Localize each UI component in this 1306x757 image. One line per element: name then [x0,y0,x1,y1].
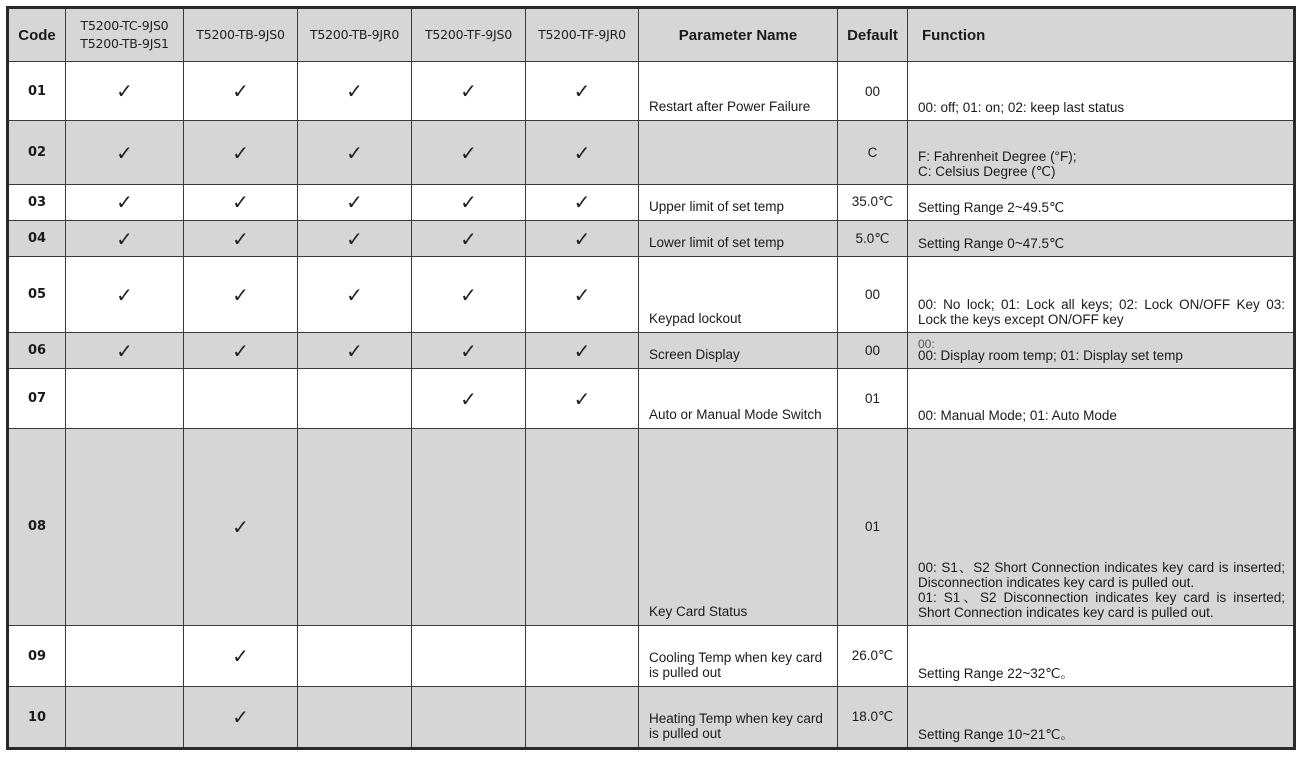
row-function [908,184,1295,220]
row-parameter-name: Screen Display [639,333,838,369]
check-cell-model-5 [526,257,639,333]
header-parameter-name: Parameter Name [639,8,838,62]
check-cell-model-5 [526,687,639,749]
function-line: 01: S1、S2 Disconnection indicates key card is inserted; Short Connection indicates key card is pulled out. [918,589,1285,620]
check-cell-model-4 [412,257,526,333]
row-default: 01 [838,369,908,428]
check-cell-model-4 [412,369,526,428]
row-default: 00 [838,333,908,369]
check-cell-model-2 [184,625,298,686]
check-cell-model-4 [412,625,526,686]
row-code: 08 [8,428,66,625]
function-line: Setting Range 2~49.5℃ [918,200,1065,215]
row-default: 00 [838,62,908,121]
row-default: C [838,121,908,185]
row-code: 07 [8,369,66,428]
row-default: 26.0℃ [838,625,908,686]
function-line: Setting Range 22~32℃。 [918,666,1074,682]
table-row [8,257,1295,333]
row-function [908,687,1295,749]
function-line: 00: Display room temp; 01: Display set temp [918,348,1183,364]
check-cell-model-2 [184,369,298,428]
check-cell-model-3 [298,687,412,749]
check-cell-model-5 [526,333,639,369]
function-line: F: Fahrenheit Degree (°F); [918,148,1077,164]
check-cell-model-4 [412,428,526,625]
row-parameter-name [639,121,838,185]
header-model-4: T5200-TF-9JS0 [412,8,526,62]
check-cell-model-2 [184,184,298,220]
checkmark-icon: ✓ [116,79,133,104]
table-row [8,184,1295,220]
table-body [8,62,1295,749]
check-cell-model-4 [412,687,526,749]
row-function [908,121,1295,185]
check-cell-model-2 [184,121,298,185]
checkmark-icon: ✓ [116,226,133,251]
checkmark-icon: ✓ [460,338,477,363]
checkmark-icon: ✓ [346,338,363,363]
header-function: Function [908,8,1295,62]
check-cell-model-3 [298,257,412,333]
row-parameter-name: Key Card Status [639,428,838,625]
checkmark-icon: ✓ [232,644,249,669]
function-line: 00: No lock; 01: Lock all keys; 02: Lock ON/OFF Key 03: Lock the keys except ON/OFF key [918,297,1285,328]
checkmark-icon: ✓ [232,282,249,307]
checkmark-icon: ✓ [116,140,133,165]
checkmark-icon: ✓ [232,226,249,251]
table-row [8,369,1295,428]
row-function [908,333,1295,369]
checkmark-icon: ✓ [573,226,591,251]
header-model-3: T5200-TB-9JR0 [298,8,412,62]
checkmark-icon: ✓ [116,338,133,363]
row-code: 06 [8,333,66,369]
checkmark-icon: ✓ [346,226,363,251]
row-function [908,257,1295,333]
check-cell-model-5 [526,625,639,686]
row-code: 05 [8,257,66,333]
checkmark-icon: ✓ [460,79,477,104]
row-parameter-name: Cooling Temp when key card is pulled out [639,625,838,686]
row-parameter-name: Restart after Power Failure [639,62,838,121]
header-model-1 [66,8,184,62]
check-cell-model-1 [66,687,184,749]
row-function [908,221,1295,257]
checkmark-icon: ✓ [573,282,591,307]
row-code: 03 [8,184,66,220]
checkmark-icon: ✓ [460,190,477,215]
check-cell-model-4 [412,221,526,257]
row-default: 35.0℃ [838,184,908,220]
function-line: 00: off; 01: on; 02: keep last status [918,100,1125,116]
checkmark-icon: ✓ [573,190,591,215]
header-model-1-line-2: T5200-TB-9JS1 [80,36,169,51]
check-cell-model-2 [184,428,298,625]
check-cell-model-1 [66,184,184,220]
checkmark-icon: ✓ [232,705,249,730]
row-code: 10 [8,687,66,749]
row-parameter-name: Lower limit of set temp [639,221,838,257]
checkmark-icon: ✓ [460,226,477,251]
check-cell-model-2 [184,221,298,257]
check-cell-model-5 [526,428,639,625]
check-cell-model-4 [412,333,526,369]
row-function [908,625,1295,686]
checkmark-icon: ✓ [232,338,249,363]
check-cell-model-3 [298,62,412,121]
row-parameter-name: Auto or Manual Mode Switch [639,369,838,428]
check-cell-model-1 [66,257,184,333]
check-cell-model-5 [526,62,639,121]
checkmark-icon: ✓ [232,140,249,165]
check-cell-model-4 [412,184,526,220]
table-row [8,333,1295,369]
check-cell-model-5 [526,369,639,428]
check-cell-model-3 [298,184,412,220]
checkmark-icon: ✓ [460,140,477,165]
function-line: 00: Manual Mode; 01: Auto Mode [918,407,1117,423]
checkmark-icon: ✓ [232,514,249,539]
row-default: 00 [838,257,908,333]
row-function [908,428,1295,625]
table-row [8,687,1295,749]
table-row [8,428,1295,625]
row-function [908,369,1295,428]
function-line: Setting Range 10~21℃。 [918,727,1074,742]
checkmark-icon: ✓ [116,190,133,215]
check-cell-model-2 [184,333,298,369]
row-code: 01 [8,62,66,121]
row-code: 04 [8,221,66,257]
checkmark-icon: ✓ [346,282,363,307]
check-cell-model-4 [412,121,526,185]
check-cell-model-3 [298,369,412,428]
check-cell-model-1 [66,221,184,257]
check-cell-model-1 [66,333,184,369]
parameter-table [6,6,1296,750]
checkmark-icon: ✓ [460,386,477,411]
table-row [8,121,1295,185]
header-code: Code [8,8,66,62]
check-cell-model-4 [412,62,526,121]
check-cell-model-5 [526,221,639,257]
row-default: 5.0℃ [838,221,908,257]
check-cell-model-3 [298,428,412,625]
checkmark-icon: ✓ [232,190,249,215]
function-line: C: Celsius Degree (℃) [918,163,1056,179]
check-cell-model-5 [526,121,639,185]
row-default: 18.0℃ [838,687,908,749]
row-parameter-name: Keypad lockout [639,257,838,333]
checkmark-icon: ✓ [460,282,477,307]
checkmark-icon: ✓ [116,282,133,307]
parameter-table-container [6,6,1296,750]
checkmark-icon: ✓ [346,140,363,165]
check-cell-model-2 [184,62,298,121]
check-cell-model-1 [66,369,184,428]
header-model-1-line-1: T5200-TC-9JS0 [80,18,169,33]
header-row [8,8,1295,62]
checkmark-icon: ✓ [232,79,249,104]
check-cell-model-1 [66,62,184,121]
checkmark-icon: ✓ [346,190,363,215]
check-cell-model-3 [298,333,412,369]
checkmark-icon: ✓ [573,140,591,165]
check-cell-model-2 [184,257,298,333]
check-cell-model-1 [66,121,184,185]
check-cell-model-2 [184,687,298,749]
checkmark-icon: ✓ [573,338,591,363]
check-cell-model-3 [298,221,412,257]
row-parameter-name: Upper limit of set temp [639,184,838,220]
checkmark-icon: ✓ [346,79,363,104]
row-code: 02 [8,121,66,185]
check-cell-model-5 [526,184,639,220]
checkmark-icon: ✓ [573,386,591,411]
row-function [908,62,1295,121]
table-row [8,221,1295,257]
function-overflow-text: 00: [918,338,935,349]
header-model-5: T5200-TF-9JR0 [526,8,639,62]
check-cell-model-3 [298,121,412,185]
row-parameter-name: Heating Temp when key card is pulled out [639,687,838,749]
check-cell-model-3 [298,625,412,686]
checkmark-icon: ✓ [573,79,591,104]
row-code: 09 [8,625,66,686]
table-row [8,62,1295,121]
row-default: 01 [838,428,908,625]
check-cell-model-1 [66,625,184,686]
function-line: Setting Range 0~47.5℃ [918,236,1065,252]
header-model-2: T5200-TB-9JS0 [184,8,298,62]
function-line: 00: S1、S2 Short Connection indicates key card is inserted; Disconnection indicates key card is pulled out. [918,559,1285,590]
header-default: Default [838,8,908,62]
check-cell-model-1 [66,428,184,625]
table-row [8,625,1295,686]
